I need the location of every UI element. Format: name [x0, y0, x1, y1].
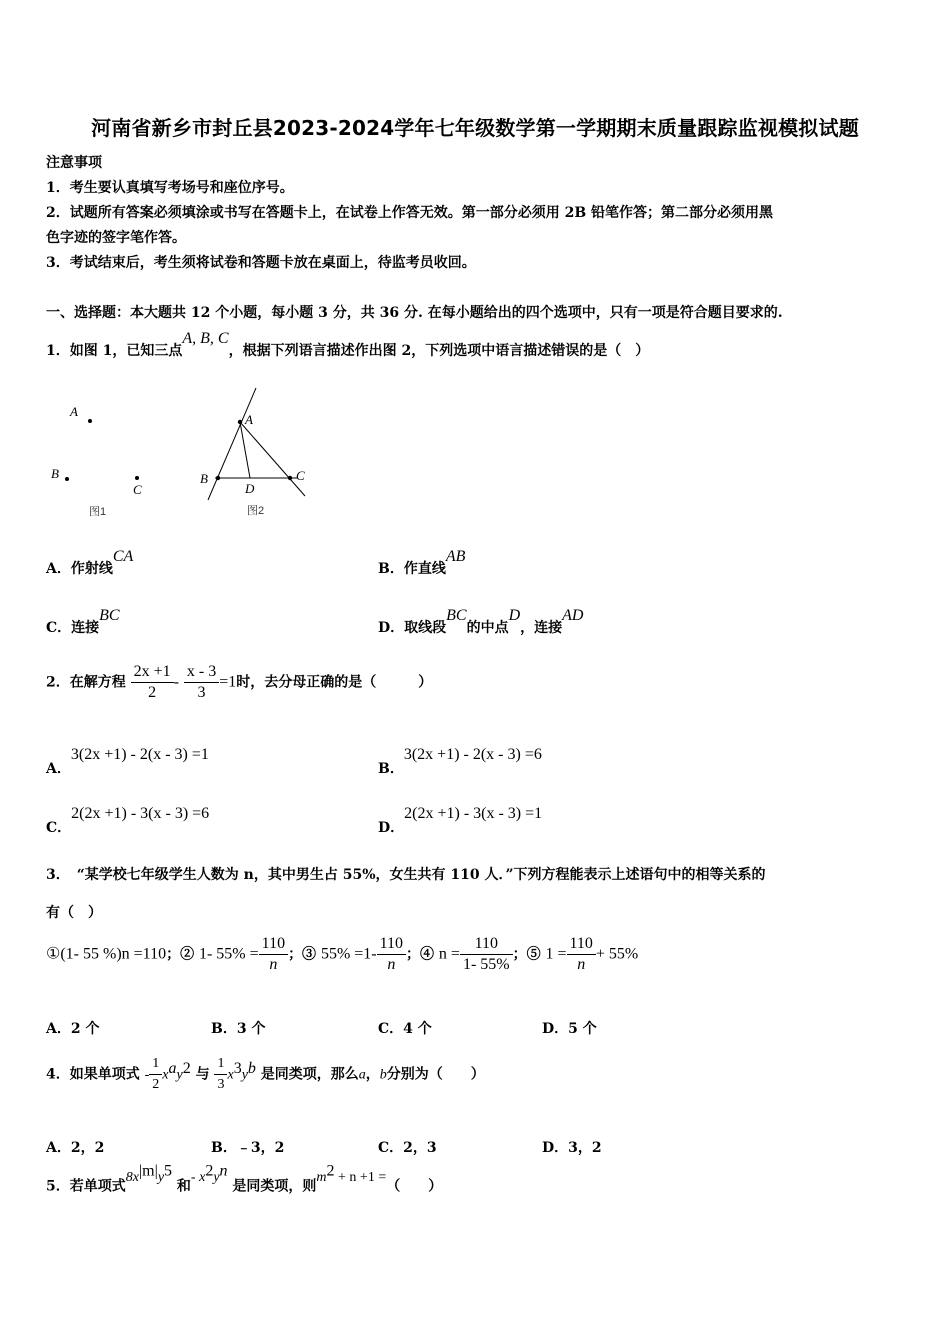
q3-eq-3-den: n	[387, 956, 396, 973]
q3-sep-2: ；③	[288, 946, 317, 963]
q4-comma: ，	[365, 1066, 380, 1083]
q5-m1: 8x	[125, 1169, 139, 1185]
q3-sep-3: ；④	[406, 946, 435, 963]
note-2a: 2．试题所有答案必须填涂或书写在答题卡上，在试卷上作答无效。第一部分必须用 2B 铅笔作答；第二部分必须用黑	[46, 205, 774, 221]
q4-m2-x-exp: 3	[233, 1059, 242, 1077]
q1-figures	[40, 380, 320, 520]
q4-m1-coef	[149, 1054, 162, 1095]
q4-m1-y-exp: 2	[182, 1059, 191, 1077]
q2-f2-num: x - 3	[184, 662, 219, 683]
q4-m1-x-exp: a	[168, 1059, 177, 1077]
q5-stem	[46, 1162, 443, 1196]
q5-post1: 是同类项，则	[232, 1178, 317, 1195]
q4-m2-den: 3	[217, 1077, 225, 1092]
q2-option-d[interactable]	[378, 805, 543, 837]
fig2-label-b: B	[200, 471, 208, 486]
q2-f1-num: 2x +1	[131, 662, 174, 683]
q2-minus: -	[173, 673, 179, 691]
q3-stem-line1: 3． “某学校七年级学生人数为 n，其中男生占 55%，女生共有 110 人．”下列方程能表示上述语句中的相等关系的	[46, 867, 766, 883]
fig2-caption: 图2	[247, 505, 265, 517]
q4-option-d[interactable]: D．3，2	[542, 1140, 602, 1156]
q3-eq-4-num: 110	[460, 934, 513, 955]
q2-fraction-2	[184, 662, 219, 703]
q5-post2: （ ）	[386, 1178, 443, 1195]
q1-stem	[46, 330, 650, 360]
q5-m2: - x	[190, 1169, 206, 1185]
q1-post: ，根据下列语言描述作出图 2，下列选项中语言描述错误的是（ ）	[228, 343, 650, 359]
fig2-point-a	[238, 420, 242, 424]
q4-m2-y-exp: b	[247, 1059, 256, 1077]
q2-f1-den: 2	[148, 684, 157, 701]
q4-m2-coef	[214, 1054, 227, 1095]
q2-pre: 2．在解方程	[46, 674, 126, 691]
q4-m1-den: 2	[152, 1077, 160, 1092]
q1-option-b-label: B．作直线	[378, 561, 446, 577]
q1-option-a-math: CA	[112, 548, 134, 565]
note-2b: 色字迹的签字笔作答。	[46, 230, 186, 246]
fig1-point-b	[65, 477, 69, 481]
q2-stem	[46, 662, 432, 703]
fig2-label-c: C	[296, 468, 305, 483]
q2-option-a-label: A．	[46, 761, 71, 777]
q3-eq-4-frac	[460, 934, 513, 975]
q2-option-b[interactable]	[378, 746, 542, 778]
q4-post1: 是同类项，那么	[260, 1066, 359, 1083]
fig2-point-b	[216, 476, 220, 480]
q2-post: 时，去分母正确的是（ ）	[236, 674, 433, 691]
q3-eq-3-num: 110	[377, 934, 406, 955]
q4-option-c[interactable]: C．2，3	[378, 1140, 437, 1156]
q3-eq-4-den: 1- 55%	[462, 956, 510, 973]
fig2-point-c	[288, 476, 292, 480]
q3-eq-5-frac	[567, 934, 596, 975]
q1-option-d-label: D．取线段	[378, 620, 447, 636]
fig2-label-d: D	[245, 481, 255, 496]
q3-sep-1: ；②	[166, 946, 195, 963]
q3-eq-4-left: n =	[438, 945, 460, 963]
q4-post2: 分别为（ ）	[386, 1066, 485, 1083]
q2-option-d-label: D．	[378, 820, 405, 836]
q3-eq-1: ①(1- 55 %)n =110	[46, 945, 167, 963]
q3-eq-2-left: 1- 55% =	[198, 945, 259, 963]
q3-eq-5-den: n	[577, 956, 586, 973]
q3-eq-3-left: 55% =1-	[320, 945, 377, 963]
q3-sep-4: ；⑤	[512, 946, 541, 963]
q3-eq-2-den: n	[269, 956, 278, 973]
q4-m1-x: x	[162, 1067, 169, 1083]
section-heading: 一、选择题：本大题共 12 个小题，每小题 3 分，共 36 分. 在每小题给出的四个选项中，只有一项是符合题目要求的.	[46, 305, 783, 321]
q1-points: A, B, C	[182, 330, 229, 347]
q2-option-a-math: 3(2x +1) - 2(x - 3) =1	[70, 746, 209, 763]
q3-stem-line2: 有（ ）	[46, 905, 102, 921]
q4-m1-num: 1	[149, 1054, 162, 1075]
q3-option-b[interactable]: B．3 个	[211, 1021, 266, 1037]
q3-eq-2-num: 110	[259, 934, 288, 955]
q1-option-a[interactable]	[46, 548, 134, 578]
q5-m1-y-exp: 5	[164, 1162, 173, 1179]
q5-expr-rest: + n +1 =	[334, 1169, 387, 1185]
q1-option-b-math: AB	[445, 548, 466, 565]
q3-eq-2-frac	[259, 934, 288, 975]
fig1-label-a: A	[70, 404, 78, 419]
fig1-label-c: C	[133, 482, 142, 497]
note-1: 1．考生要认真填写考场号和座位序号。	[46, 180, 294, 196]
q5-m2-exp: 2	[205, 1162, 214, 1179]
q2-option-c-math: 2(2x +1) - 3(x - 3) =6	[71, 805, 210, 822]
q5-and: 和	[176, 1178, 191, 1195]
q4-pre: 4．如果单项式	[46, 1066, 140, 1083]
q4-stem	[46, 1054, 485, 1095]
q1-option-c-math: BC	[99, 607, 120, 624]
q4-var-b: b	[379, 1067, 387, 1083]
q2-option-b-math: 3(2x +1) - 2(x - 3) =6	[403, 746, 542, 763]
q1-option-d[interactable]	[378, 607, 584, 637]
notes-heading: 注意事项	[46, 155, 102, 171]
q1-option-d-math2: D	[508, 607, 521, 624]
fig2-label-a: A	[245, 412, 253, 427]
q5-m2-y-exp: n	[219, 1162, 228, 1179]
q5-m2-y: y	[213, 1169, 220, 1185]
q3-equations	[46, 934, 638, 975]
q3-eq-3-frac	[377, 934, 406, 975]
q3-option-c[interactable]: C．4 个	[378, 1021, 432, 1037]
fig1-label-b: B	[51, 466, 59, 481]
q2-fraction-1	[131, 662, 174, 703]
q5-pre: 5．若单项式	[46, 1178, 126, 1195]
q3-option-d[interactable]: D．5 个	[542, 1021, 597, 1037]
q5-expr-m: m	[316, 1169, 327, 1185]
fig1-point-a	[88, 419, 92, 423]
q2-option-c[interactable]	[46, 805, 210, 837]
q2-option-b-label: B．	[378, 761, 404, 777]
q2-option-d-math: 2(2x +1) - 3(x - 3) =1	[404, 805, 543, 822]
q1-option-c[interactable]	[46, 607, 120, 637]
q3-eq-5-num: 110	[567, 934, 596, 955]
q1-option-d-math3: AD	[562, 607, 584, 624]
q1-option-d-math1: BC	[446, 607, 467, 624]
q4-option-b[interactable]: B．﹣3，2	[211, 1140, 285, 1156]
q2-eq: =1	[219, 673, 237, 691]
q1-option-c-label: C．连接	[46, 620, 100, 636]
q4-m2-x: x	[227, 1067, 234, 1083]
q5-expr-exp: 2	[326, 1162, 335, 1179]
q3-eq-5-right: + 55%	[595, 945, 639, 963]
fig2-segment-ad	[240, 422, 250, 478]
q2-option-c-label: C．	[46, 820, 72, 836]
q5-m1-y: y	[157, 1169, 165, 1185]
fig1-point-c	[135, 476, 139, 480]
q4-m2-y: y	[241, 1067, 248, 1083]
q1-pre: 1．如图 1，已知三点	[46, 343, 183, 359]
q1-option-b[interactable]	[378, 548, 466, 578]
note-3: 3．考试结束后，考生须将试卷和答题卡放在桌面上，待监考员收回。	[46, 255, 476, 271]
q3-option-a[interactable]: A．2 个	[46, 1021, 100, 1037]
page-title: 河南省新乡市封丘县2023-2024学年七年级数学第一学期期末质量跟踪监视模拟试题	[91, 116, 859, 140]
q4-m1-y: y	[176, 1067, 183, 1083]
q3-eq-5-left: 1 =	[545, 945, 567, 963]
q4-option-a[interactable]: A．2，2	[46, 1140, 105, 1156]
q1-option-a-label: A．作射线	[46, 561, 113, 577]
q4-m2-num: 1	[214, 1054, 227, 1075]
q1-option-d-mid2: ，连接	[520, 620, 563, 636]
q4-m1-sign: -	[144, 1067, 150, 1083]
q4-and: 与	[195, 1066, 210, 1083]
q2-f2-den: 3	[197, 684, 206, 701]
q4-var-a: a	[358, 1067, 366, 1083]
q1-option-d-mid: 的中点	[466, 620, 509, 636]
fig1-caption: 图1	[89, 506, 107, 518]
q2-option-a[interactable]	[46, 746, 209, 778]
q5-m1-exp: |m|	[138, 1162, 158, 1179]
